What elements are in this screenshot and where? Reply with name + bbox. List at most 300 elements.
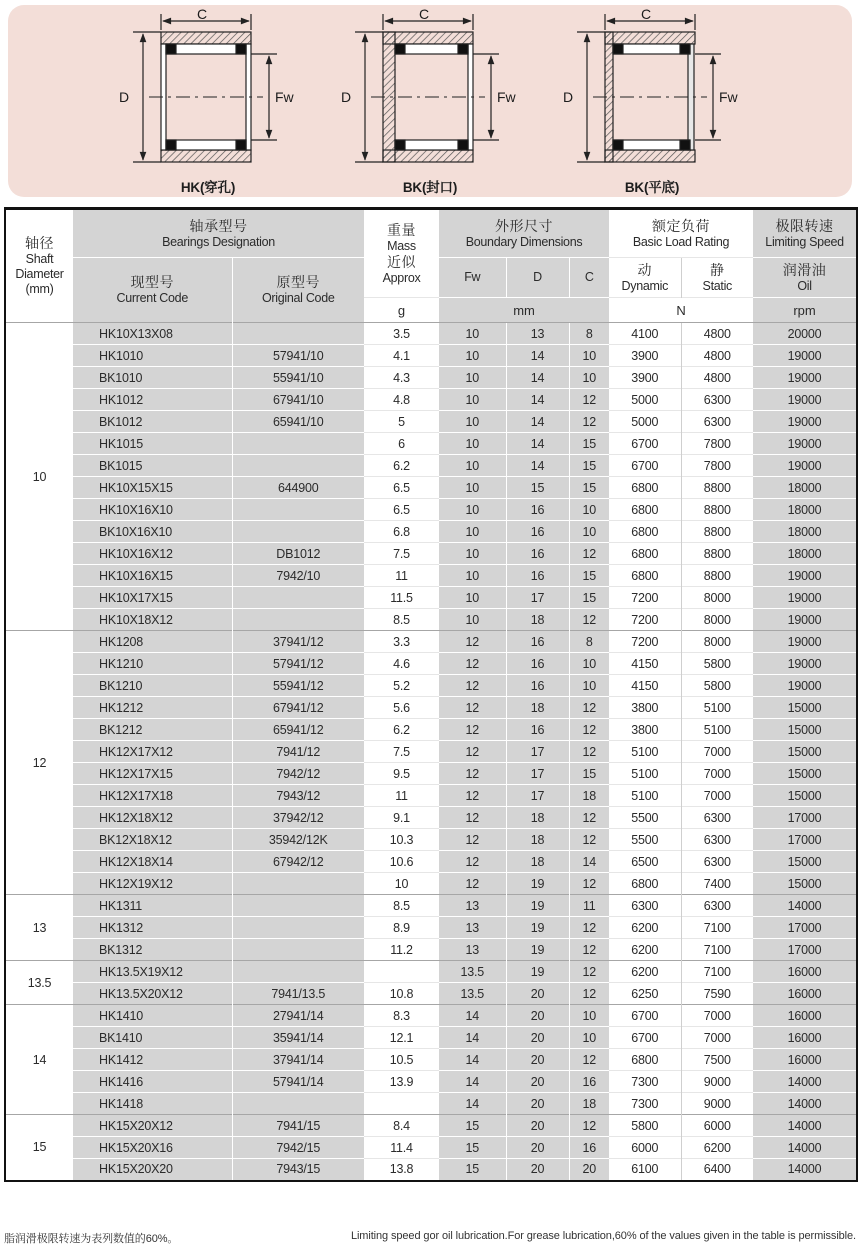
needle-row-bottom bbox=[166, 140, 246, 150]
c-cell: 12 bbox=[569, 917, 609, 939]
original-code-cell bbox=[232, 433, 364, 455]
oil-speed-cell: 15000 bbox=[753, 785, 857, 807]
table-row bbox=[5, 1137, 857, 1159]
table-row bbox=[5, 829, 857, 851]
dynamic-load-cell: 5000 bbox=[609, 389, 681, 411]
table-row bbox=[5, 1115, 857, 1137]
static-load-cell: 7500 bbox=[681, 1049, 753, 1071]
dynamic-load-cell: 5100 bbox=[609, 785, 681, 807]
d-cell: 20 bbox=[506, 1071, 569, 1093]
original-code-cell: 7942/10 bbox=[232, 565, 364, 587]
static-load-cell: 6300 bbox=[681, 807, 753, 829]
c-cell: 15 bbox=[569, 455, 609, 477]
current-code-cell: HK1015 bbox=[73, 433, 232, 455]
d-cell: 14 bbox=[506, 367, 569, 389]
oil-speed-cell: 18000 bbox=[753, 521, 857, 543]
table-row bbox=[5, 1005, 857, 1027]
oil-speed-cell: 17000 bbox=[753, 939, 857, 961]
dynamic-load-cell: 7200 bbox=[609, 609, 681, 631]
c-cell: 10 bbox=[569, 1027, 609, 1049]
d-cell: 13 bbox=[506, 323, 569, 345]
roller-top-left bbox=[166, 44, 176, 54]
oil-speed-cell: 14000 bbox=[753, 1137, 857, 1159]
table-row bbox=[5, 1049, 857, 1071]
dynamic-load-cell: 7200 bbox=[609, 631, 681, 653]
current-code-cell: HK12X17X12 bbox=[73, 741, 232, 763]
dynamic-load-cell: 6800 bbox=[609, 477, 681, 499]
current-code-cell: HK12X18X14 bbox=[73, 851, 232, 873]
static-load-cell: 8800 bbox=[681, 543, 753, 565]
table-row bbox=[5, 961, 857, 983]
d-cell: 14 bbox=[506, 411, 569, 433]
c-cell: 8 bbox=[569, 631, 609, 653]
mass-cell: 3.5 bbox=[364, 323, 439, 345]
original-code-cell: 67941/12 bbox=[232, 697, 364, 719]
table-row bbox=[5, 763, 857, 785]
bearing-cross-section-bk-closed-svg bbox=[335, 8, 525, 176]
fw-cell: 12 bbox=[439, 785, 506, 807]
original-code-cell bbox=[232, 521, 364, 543]
mass-cell: 4.1 bbox=[364, 345, 439, 367]
dynamic-load-cell: 4150 bbox=[609, 675, 681, 697]
d-cell: 17 bbox=[506, 785, 569, 807]
oil-speed-cell: 16000 bbox=[753, 1027, 857, 1049]
table-row bbox=[5, 741, 857, 763]
c-dimension-label: C bbox=[640, 8, 652, 22]
mass-cell: 6.5 bbox=[364, 499, 439, 521]
shell-top-wall bbox=[605, 32, 695, 44]
static-load-cell: 8800 bbox=[681, 477, 753, 499]
dynamic-load-cell: 6700 bbox=[609, 433, 681, 455]
oil-speed-cell: 19000 bbox=[753, 455, 857, 477]
table-row bbox=[5, 851, 857, 873]
c-dimension-label: C bbox=[196, 8, 208, 22]
static-load-cell: 5800 bbox=[681, 675, 753, 697]
original-code-cell: 55941/12 bbox=[232, 675, 364, 697]
fw-cell: 15 bbox=[439, 1137, 506, 1159]
c-cell: 12 bbox=[569, 1049, 609, 1071]
shell-top-wall bbox=[383, 32, 473, 44]
d-cell: 16 bbox=[506, 631, 569, 653]
unit-rpm: rpm bbox=[753, 298, 857, 323]
mass-cell: 8.5 bbox=[364, 895, 439, 917]
original-code-cell: 7942/12 bbox=[232, 763, 364, 785]
fw-cell: 10 bbox=[439, 477, 506, 499]
oil-speed-cell: 19000 bbox=[753, 345, 857, 367]
oil-speed-cell: 14000 bbox=[753, 1115, 857, 1137]
header-c: C bbox=[569, 258, 609, 298]
d-dimension-label: D bbox=[118, 89, 130, 105]
dynamic-load-cell: 6500 bbox=[609, 851, 681, 873]
fw-cell: 10 bbox=[439, 587, 506, 609]
current-code-cell: HK15X20X16 bbox=[73, 1137, 232, 1159]
c-cell: 12 bbox=[569, 543, 609, 565]
dynamic-load-cell: 3900 bbox=[609, 367, 681, 389]
current-code-cell: BK1012 bbox=[73, 411, 232, 433]
original-code-cell: 7941/12 bbox=[232, 741, 364, 763]
mass-cell: 4.3 bbox=[364, 367, 439, 389]
c-cell: 15 bbox=[569, 477, 609, 499]
roller-top-right bbox=[458, 44, 468, 54]
c-cell: 15 bbox=[569, 565, 609, 587]
mass-cell: 8.5 bbox=[364, 609, 439, 631]
original-code-cell: 57941/12 bbox=[232, 653, 364, 675]
table-row bbox=[5, 521, 857, 543]
shell-bottom-wall bbox=[605, 150, 695, 162]
fw-dimension-label: Fw bbox=[275, 89, 294, 105]
d-cell: 20 bbox=[506, 1005, 569, 1027]
current-code-cell: BK1312 bbox=[73, 939, 232, 961]
current-code-cell: HK13.5X20X12 bbox=[73, 983, 232, 1005]
original-code-cell bbox=[232, 961, 364, 983]
table-row bbox=[5, 1159, 857, 1181]
current-code-cell: BK12X18X12 bbox=[73, 829, 232, 851]
original-code-cell bbox=[232, 873, 364, 895]
c-cell: 12 bbox=[569, 939, 609, 961]
needle-row-top bbox=[395, 44, 468, 54]
header-dynamic: 动 Dynamic bbox=[609, 258, 681, 298]
mass-cell: 4.6 bbox=[364, 653, 439, 675]
fw-cell: 12 bbox=[439, 873, 506, 895]
oil-speed-cell: 19000 bbox=[753, 675, 857, 697]
current-code-cell: HK12X19X12 bbox=[73, 873, 232, 895]
d-dimension-label: D bbox=[340, 89, 352, 105]
header-current-code: 现型号 Current Code bbox=[73, 258, 232, 323]
c-cell: 18 bbox=[569, 785, 609, 807]
dynamic-load-cell: 5500 bbox=[609, 807, 681, 829]
shell-bottom-wall bbox=[161, 150, 251, 162]
dynamic-load-cell: 5000 bbox=[609, 411, 681, 433]
dynamic-load-cell: 4100 bbox=[609, 323, 681, 345]
footnote-en: Limiting speed gor oil lubrication.For grease lubrication,60% of the values given in the table is permissible. bbox=[350, 1230, 856, 1242]
diagram-caption-hk: HK(穿孔) bbox=[180, 180, 236, 195]
shaft-diameter-cell: 13.5 bbox=[5, 961, 73, 1005]
current-code-cell: HK10X16X15 bbox=[73, 565, 232, 587]
static-load-cell: 6300 bbox=[681, 895, 753, 917]
mass-cell: 9.1 bbox=[364, 807, 439, 829]
fw-cell: 12 bbox=[439, 763, 506, 785]
fw-cell: 10 bbox=[439, 609, 506, 631]
c-cell: 10 bbox=[569, 367, 609, 389]
table-row bbox=[5, 433, 857, 455]
current-code-cell: HK1416 bbox=[73, 1071, 232, 1093]
roller-bottom-right bbox=[236, 140, 246, 150]
d-cell: 20 bbox=[506, 983, 569, 1005]
dynamic-load-cell: 6700 bbox=[609, 455, 681, 477]
fw-cell: 10 bbox=[439, 565, 506, 587]
dynamic-load-cell: 4150 bbox=[609, 653, 681, 675]
mass-cell: 6.8 bbox=[364, 521, 439, 543]
c-cell: 12 bbox=[569, 807, 609, 829]
static-load-cell: 8800 bbox=[681, 565, 753, 587]
fw-cell: 12 bbox=[439, 829, 506, 851]
d-cell: 14 bbox=[506, 345, 569, 367]
oil-speed-cell: 18000 bbox=[753, 477, 857, 499]
table-body bbox=[5, 323, 857, 1181]
mass-cell: 10.8 bbox=[364, 983, 439, 1005]
shaft-diameter-cell: 13 bbox=[5, 895, 73, 961]
dynamic-load-cell: 5800 bbox=[609, 1115, 681, 1137]
static-load-cell: 7800 bbox=[681, 455, 753, 477]
needle-row-top bbox=[613, 44, 690, 54]
d-cell: 18 bbox=[506, 829, 569, 851]
original-code-cell: 7943/12 bbox=[232, 785, 364, 807]
static-load-cell: 4800 bbox=[681, 345, 753, 367]
shaft-diameter-cell: 15 bbox=[5, 1115, 73, 1181]
static-load-cell: 7100 bbox=[681, 939, 753, 961]
fw-cell: 14 bbox=[439, 1005, 506, 1027]
table-row bbox=[5, 807, 857, 829]
current-code-cell: HK10X18X12 bbox=[73, 609, 232, 631]
c-cell: 10 bbox=[569, 345, 609, 367]
original-code-cell: 65941/10 bbox=[232, 411, 364, 433]
roller-top-left bbox=[395, 44, 405, 54]
header-basic-load-rating: 额定负荷 Basic Load Rating bbox=[609, 209, 753, 258]
needle-row-bottom bbox=[613, 140, 690, 150]
table-row bbox=[5, 697, 857, 719]
c-cell: 12 bbox=[569, 719, 609, 741]
fw-cell: 10 bbox=[439, 345, 506, 367]
diagram-hk bbox=[113, 8, 303, 196]
d-cell: 14 bbox=[506, 389, 569, 411]
oil-speed-cell: 17000 bbox=[753, 917, 857, 939]
mass-cell: 6 bbox=[364, 433, 439, 455]
dynamic-load-cell: 6700 bbox=[609, 1005, 681, 1027]
original-code-cell: 7942/15 bbox=[232, 1137, 364, 1159]
static-load-cell: 7400 bbox=[681, 873, 753, 895]
oil-speed-cell: 19000 bbox=[753, 609, 857, 631]
dynamic-load-cell: 7300 bbox=[609, 1093, 681, 1115]
mass-cell: 4.8 bbox=[364, 389, 439, 411]
d-cell: 16 bbox=[506, 521, 569, 543]
original-code-cell: 644900 bbox=[232, 477, 364, 499]
current-code-cell: HK1312 bbox=[73, 917, 232, 939]
d-cell: 18 bbox=[506, 851, 569, 873]
c-cell: 10 bbox=[569, 675, 609, 697]
table-row bbox=[5, 1071, 857, 1093]
mass-cell: 10.3 bbox=[364, 829, 439, 851]
mass-cell bbox=[364, 961, 439, 983]
fw-dimension-label: Fw bbox=[719, 89, 738, 105]
d-cell: 18 bbox=[506, 609, 569, 631]
fw-cell: 13 bbox=[439, 895, 506, 917]
current-code-cell: HK15X20X20 bbox=[73, 1159, 232, 1181]
c-cell: 16 bbox=[569, 1137, 609, 1159]
fw-cell: 10 bbox=[439, 455, 506, 477]
roller-top-right bbox=[236, 44, 246, 54]
header-oil: 润滑油 Oil bbox=[753, 258, 857, 298]
fw-cell: 15 bbox=[439, 1115, 506, 1137]
static-load-cell: 6400 bbox=[681, 1159, 753, 1181]
oil-speed-cell: 19000 bbox=[753, 565, 857, 587]
d-cell: 20 bbox=[506, 1049, 569, 1071]
d-cell: 16 bbox=[506, 719, 569, 741]
fw-cell: 13.5 bbox=[439, 961, 506, 983]
original-code-cell bbox=[232, 939, 364, 961]
original-code-cell: 67942/12 bbox=[232, 851, 364, 873]
c-cell: 12 bbox=[569, 389, 609, 411]
current-code-cell: BK1210 bbox=[73, 675, 232, 697]
c-cell: 11 bbox=[569, 895, 609, 917]
fw-cell: 10 bbox=[439, 367, 506, 389]
c-cell: 12 bbox=[569, 983, 609, 1005]
table-row bbox=[5, 389, 857, 411]
table-row bbox=[5, 455, 857, 477]
static-load-cell: 8800 bbox=[681, 521, 753, 543]
current-code-cell: HK1010 bbox=[73, 345, 232, 367]
current-code-cell: HK1418 bbox=[73, 1093, 232, 1115]
fw-cell: 10 bbox=[439, 323, 506, 345]
original-code-cell bbox=[232, 455, 364, 477]
oil-speed-cell: 14000 bbox=[753, 895, 857, 917]
current-code-cell: HK13.5X19X12 bbox=[73, 961, 232, 983]
mass-cell: 6.2 bbox=[364, 719, 439, 741]
static-load-cell: 4800 bbox=[681, 367, 753, 389]
original-code-cell: 57941/14 bbox=[232, 1071, 364, 1093]
static-load-cell: 7000 bbox=[681, 763, 753, 785]
table-row bbox=[5, 675, 857, 697]
original-code-cell: 35942/12K bbox=[232, 829, 364, 851]
static-load-cell: 6300 bbox=[681, 389, 753, 411]
original-code-cell: 37941/12 bbox=[232, 631, 364, 653]
table-row bbox=[5, 587, 857, 609]
roller-bottom-left bbox=[166, 140, 176, 150]
table-row bbox=[5, 939, 857, 961]
header-bearings-designation: 轴承型号 Bearings Designation bbox=[73, 209, 364, 258]
oil-speed-cell: 19000 bbox=[753, 367, 857, 389]
original-code-cell: 37942/12 bbox=[232, 807, 364, 829]
d-cell: 20 bbox=[506, 1115, 569, 1137]
original-code-cell: 67941/10 bbox=[232, 389, 364, 411]
current-code-cell: HK1412 bbox=[73, 1049, 232, 1071]
original-code-cell bbox=[232, 895, 364, 917]
roller-bottom-right bbox=[458, 140, 468, 150]
c-cell: 15 bbox=[569, 433, 609, 455]
current-code-cell: HK1208 bbox=[73, 631, 232, 653]
header-boundary-dimensions: 外形尺寸 Boundary Dimensions bbox=[439, 209, 609, 258]
fw-cell: 12 bbox=[439, 697, 506, 719]
unit-grams: g bbox=[364, 298, 439, 323]
static-load-cell: 6200 bbox=[681, 1137, 753, 1159]
static-load-cell: 8000 bbox=[681, 631, 753, 653]
oil-speed-cell: 16000 bbox=[753, 1049, 857, 1071]
current-code-cell: HK12X18X12 bbox=[73, 807, 232, 829]
dynamic-load-cell: 6200 bbox=[609, 939, 681, 961]
fw-cell: 12 bbox=[439, 675, 506, 697]
mass-cell: 11 bbox=[364, 565, 439, 587]
current-code-cell: HK1012 bbox=[73, 389, 232, 411]
c-dimension-label: C bbox=[418, 8, 430, 22]
fw-cell: 12 bbox=[439, 741, 506, 763]
oil-speed-cell: 19000 bbox=[753, 587, 857, 609]
static-load-cell: 7000 bbox=[681, 785, 753, 807]
c-cell: 12 bbox=[569, 961, 609, 983]
oil-speed-cell: 18000 bbox=[753, 499, 857, 521]
c-cell: 10 bbox=[569, 1005, 609, 1027]
d-cell: 14 bbox=[506, 455, 569, 477]
original-code-cell: 57941/10 bbox=[232, 345, 364, 367]
table-row bbox=[5, 565, 857, 587]
static-load-cell: 7000 bbox=[681, 1027, 753, 1049]
d-cell: 16 bbox=[506, 565, 569, 587]
d-cell: 14 bbox=[506, 433, 569, 455]
current-code-cell: HK15X20X12 bbox=[73, 1115, 232, 1137]
oil-speed-cell: 19000 bbox=[753, 653, 857, 675]
oil-speed-cell: 20000 bbox=[753, 323, 857, 345]
static-load-cell: 6000 bbox=[681, 1115, 753, 1137]
fw-cell: 10 bbox=[439, 521, 506, 543]
static-load-cell: 5100 bbox=[681, 719, 753, 741]
table-row bbox=[5, 719, 857, 741]
dynamic-load-cell: 5100 bbox=[609, 741, 681, 763]
table-row bbox=[5, 411, 857, 433]
shell-top-wall bbox=[161, 32, 251, 44]
table-row bbox=[5, 983, 857, 1005]
static-load-cell: 7590 bbox=[681, 983, 753, 1005]
dynamic-load-cell: 6100 bbox=[609, 1159, 681, 1181]
d-cell: 17 bbox=[506, 741, 569, 763]
current-code-cell: HK1210 bbox=[73, 653, 232, 675]
d-cell: 16 bbox=[506, 653, 569, 675]
static-load-cell: 6300 bbox=[681, 851, 753, 873]
roller-bottom-left bbox=[613, 140, 623, 150]
c-cell: 8 bbox=[569, 323, 609, 345]
diagram-bk-flat bbox=[557, 8, 747, 196]
original-code-cell: 55941/10 bbox=[232, 367, 364, 389]
bearing-spec-table bbox=[4, 207, 858, 1182]
c-cell: 12 bbox=[569, 411, 609, 433]
roller-top-right bbox=[680, 44, 690, 54]
header-d: D bbox=[506, 258, 569, 298]
static-load-cell: 5100 bbox=[681, 697, 753, 719]
c-cell: 12 bbox=[569, 873, 609, 895]
mass-cell: 11.4 bbox=[364, 1137, 439, 1159]
d-cell: 19 bbox=[506, 917, 569, 939]
mass-cell: 6.2 bbox=[364, 455, 439, 477]
d-cell: 19 bbox=[506, 895, 569, 917]
d-cell: 16 bbox=[506, 543, 569, 565]
static-load-cell: 7800 bbox=[681, 433, 753, 455]
mass-cell: 11.2 bbox=[364, 939, 439, 961]
footnote bbox=[4, 1230, 856, 1246]
mass-cell: 10.5 bbox=[364, 1049, 439, 1071]
static-load-cell: 7100 bbox=[681, 917, 753, 939]
current-code-cell: HK1410 bbox=[73, 1005, 232, 1027]
footnote-zh: 脂润滑极限转速为表列数值的60%。 bbox=[4, 1233, 179, 1245]
dynamic-load-cell: 6800 bbox=[609, 521, 681, 543]
c-cell: 16 bbox=[569, 1071, 609, 1093]
original-code-cell bbox=[232, 323, 364, 345]
table-row bbox=[5, 917, 857, 939]
c-cell: 14 bbox=[569, 851, 609, 873]
oil-speed-cell: 18000 bbox=[753, 543, 857, 565]
needle-row-top bbox=[166, 44, 246, 54]
oil-speed-cell: 16000 bbox=[753, 1005, 857, 1027]
c-cell: 12 bbox=[569, 741, 609, 763]
dynamic-load-cell: 5500 bbox=[609, 829, 681, 851]
static-load-cell: 4800 bbox=[681, 323, 753, 345]
c-cell: 15 bbox=[569, 763, 609, 785]
table-row bbox=[5, 543, 857, 565]
bearing-cross-section-bk-flat-svg bbox=[557, 8, 747, 176]
current-code-cell: BK10X16X10 bbox=[73, 521, 232, 543]
mass-cell: 10.6 bbox=[364, 851, 439, 873]
dynamic-load-cell: 6200 bbox=[609, 917, 681, 939]
static-load-cell: 7000 bbox=[681, 1005, 753, 1027]
oil-speed-cell: 19000 bbox=[753, 389, 857, 411]
diagram-caption-bk-flat: BK(平底) bbox=[624, 180, 680, 195]
dynamic-load-cell: 7300 bbox=[609, 1071, 681, 1093]
